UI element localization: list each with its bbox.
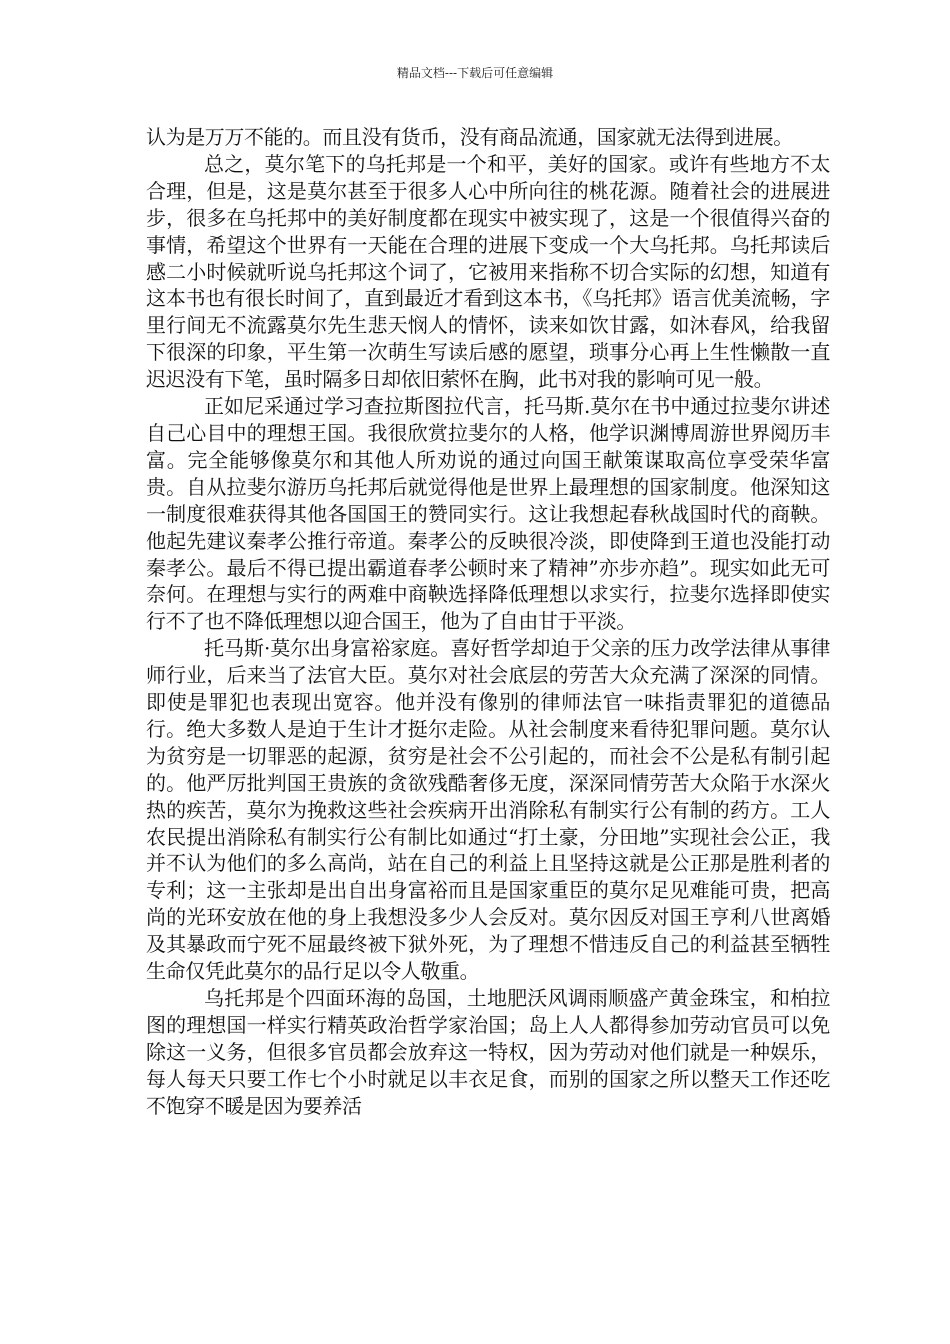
paragraph: 总之，莫尔笔下的乌托邦是一个和平，美好的国家。或许有些地方不太合理，但是，这是莫尔甚至于很多人心中所向往的桃花源。随着社会的进展进步，很多在乌托邦中的美好制度都在现实中被实现了，这是一个很值得兴奋的事情，希望这个世界有一天能在合理的进展下变成一个大乌托邦。乌托邦读后感二小时候就听说乌托邦这个词了，它被用来指称不切合实际的幻想，知道有这本书也有很长时间了，直到最近才看到这本书，《乌托邦》语言优美流畅，字里行间无不流露莫尔先生悲天悯人的情怀，读来如饮甘露，如沐春风，给我留下很深的印象，平生第一次萌生写读后感的愿望，琐事分心再上生性懒散一直迟迟没有下笔，虽时隔多日却依旧萦怀在胸，此书对我的影响可见一般。 bbox=[146, 151, 830, 392]
paragraph: 认为是万万不能的。而且没有货币，没有商品流通，国家就无法得到进展。 bbox=[146, 125, 793, 149]
page-header: 精品文档---下载后可任意编辑 bbox=[396, 66, 554, 80]
paragraph: 托马斯·莫尔出身富裕家庭。喜好哲学却迫于父亲的压力改学法律从事律师行业，后来当了法官大臣。莫尔对社会底层的劳苦大众充满了深深的同情。即使是罪犯也表现出宽容。他并没有像别的律师法官一味指责罪犯的道德品行。绝大多数人是迫于生计才挺尔走险。从社会制度来看待犯罪问题。莫尔认为贫穷是一切罪恶的起源，贫穷是社会不公引起的，而社会不公是私有制引起的。他严厉批判国王贵族的贪欲残酷奢侈无度，深深同情劳苦大众陷于水深火热的疾苦，莫尔为挽救这些社会疾病开出消除私有制实行公有制的药方。工人农民提出消除私有制实行公有制比如通过“打土豪，分田地”实现社会公正，我并不认为他们的多么高尚，站在自己的利益上且坚持这就是公正那是胜利者的专利；这一主张却是出自出身富裕而且是国家重臣的莫尔足见难能可贵，把高尚的光环安放在他的身上我想没多少人会反对。莫尔因反对国王亨利八世离婚及其暴政而宁死不屈最终被下狱外死，为了理想不惜违反自己的利益甚至牺牲生命仅凭此莫尔的品行足以令人敬重。 bbox=[146, 636, 830, 984]
document-body bbox=[146, 124, 830, 1120]
paragraph: 乌托邦是个四面环海的岛国，土地肥沃风调雨顺盛产黄金珠宝，和柏拉图的理想国一样实行精英政治哲学家治国；岛上人人都得参加劳动官员可以免除这一义务，但很多官员都会放弃这一特权，因为劳动对他们就是一种娱乐，每人每天只要工作七个小时就足以丰衣足食，而别的国家之所以整天工作还吃不饱穿不暖是因为要养活 bbox=[146, 986, 830, 1118]
paragraph: 正如尼采通过学习查拉斯图拉代言，托马斯.莫尔在书中通过拉斐尔讲述自己心目中的理想王国。我很欣赏拉斐尔的人格，他学识渊博周游世界阅历丰富。完全能够像莫尔和其他人所劝说的通过向国王献策谋取高位享受荣华富贵。自从拉斐尔游历乌托邦后就觉得他是世界上最理想的国家制度。他深知这一制度很难获得其他各国国王的赞同实行。这让我想起春秋战国时代的商鞅。他起先建议秦孝公推行帝道。秦孝公的反映很冷淡，即使降到王道也没能打动秦孝公。最后不得已提出霸道春孝公顿时来了精神”亦步亦趋”。现实如此无可奈何。在理想与实行的两难中商鞅选择降低理想以求实行，拉斐尔选择即使实行不了也不降低理想以迎合国王，他为了自由甘于平淡。 bbox=[146, 394, 830, 634]
